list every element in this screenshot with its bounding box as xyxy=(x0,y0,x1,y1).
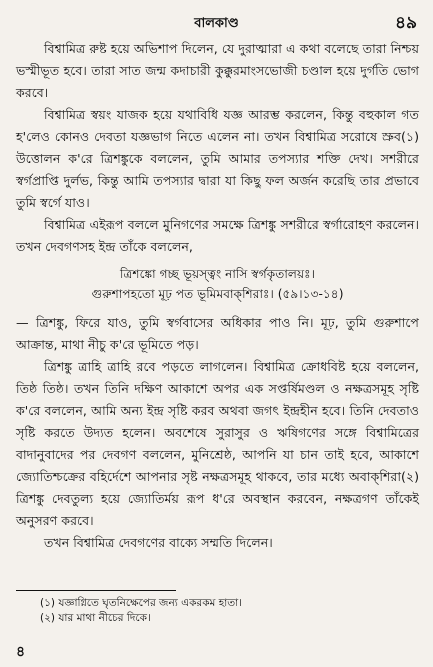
running-title: বালকাণ্ড xyxy=(194,16,239,31)
paragraph: ত্রিশঙ্কু ত্রাহি ত্রাহি রবে পড়তে লাগলেন। বিশ্বামিত্র ক্রোধবিষ্ট হয়ে বললেন, তিষ্ঠ তিষ্ঠ। তখন তিনি দক্ষিণ আকাশে অপর এক সপ্তর্ষিমণ্ডল ও নক্ষত্রসমূহ সৃষ্টি ক'রে বললেন, আমি অন্য ইন্দ্র সৃষ্টি করব অথবা জগৎ ইন্দ্রহীন হবে। তিনি দেবতাও সৃষ্টি করতে উদ্যত হলেন। অবশেষে সুরাসুর ও ঋষিগণের সঙ্গে বিশ্বামিত্রের বাদানুবাদের পর দেবগণ বললেন, মুনিশ্রেষ্ঠ, আপনি যা চান তাই হবে, আকাশে জ্যোতিশ্চক্রের বহির্দেশে আপনার সৃষ্ট নক্ষত্রসমূহ থাকবে, তার মধ্যে অবাক্‌শিরা(২) ত্রিশঙ্কু দেবতুল্য হয়ে জ্যোতির্ময় রূপ ধ'রে অবস্থান করবেন, নক্ষত্রগণ তাঁকেই অনুসরণ করবে। xyxy=(16,359,419,528)
verse-line: গুরুশাপহতো মূঢ় পত ভূমিমবাক্‌শিরাঃ। (৫৯।১৩-১৪) xyxy=(91,287,344,301)
footnote: (২) যার মাথা নীচের দিকে। xyxy=(40,612,151,624)
footnote: (১) যজ্ঞাগ্নিতে ঘৃতনিক্ষেপের জন্য একরকম হাতা। xyxy=(40,597,242,609)
page-body xyxy=(16,38,419,554)
footnote-divider xyxy=(16,590,176,591)
paragraph: — ত্রিশঙ্কু, ফিরে যাও, তুমি স্বর্গবাসের অধিকার পাও নি। মূঢ়, তুমি গুরুশাপে আক্রান্ত, মাথা নীচু ক'রে ভূমিতে পড়। xyxy=(16,315,419,352)
footnotes xyxy=(40,596,242,626)
paragraph: বিশ্বামিত্র রুষ্ট হয়ে অভিশাপ দিলেন, যে দুরাত্মারা এ কথা বলেছে তারা নিশ্চয় ভস্মীভূত হবে। তারা সাত জন্ম কদাচারী কুক্কুরমাংসভোজী চণ্ডাল হয়ে দুর্গতি ভোগ করবে। xyxy=(16,41,419,100)
paragraph: তখন বিশ্বামিত্র দেবগণের বাক্যে সম্মতি দিলেন। xyxy=(44,535,273,550)
page-number: ৪৯ xyxy=(394,13,417,33)
verse-line: ত্রিশঙ্কো গচ্ছ ভূয়স্ত্বং নাসি স্বর্গকৃতালয়ঃ। xyxy=(119,267,316,281)
signature-mark: ৪ xyxy=(16,644,26,660)
page-header xyxy=(0,10,433,36)
paragraph: বিশ্বামিত্র এইরূপ বললে মুনিগণের সমক্ষে ত্রিশঙ্কু সশরীরে স্বর্গারোহণ করলেন। তখন দেবগণসহ ইন্দ্র তাঁকে বললেন, xyxy=(16,217,419,254)
paragraph: বিশ্বামিত্র স্বয়ং যাজক হয়ে যথাবিধি যজ্ঞ আরম্ভ করলেন, কিন্তু বহুকাল গত হ'লেও কোনও দেবতা যজ্ঞভাগ নিতে এলেন না। তখন বিশ্বামিত্র সরোষে স্রুব(১) উত্তোলন ক'রে ত্রিশঙ্কুকে বললেন, তুমি আমার তপস্যার শক্তি দেখ। সশরীরে স্বর্গপ্রাপ্তি দুর্লভ, কিন্তু আমি তপস্যার দ্বারা যা কিছু ফল অর্জন করেছি তার প্রভাবে তুমি স্বর্গে যাও। xyxy=(16,107,419,210)
sanskrit-verse xyxy=(16,264,419,304)
